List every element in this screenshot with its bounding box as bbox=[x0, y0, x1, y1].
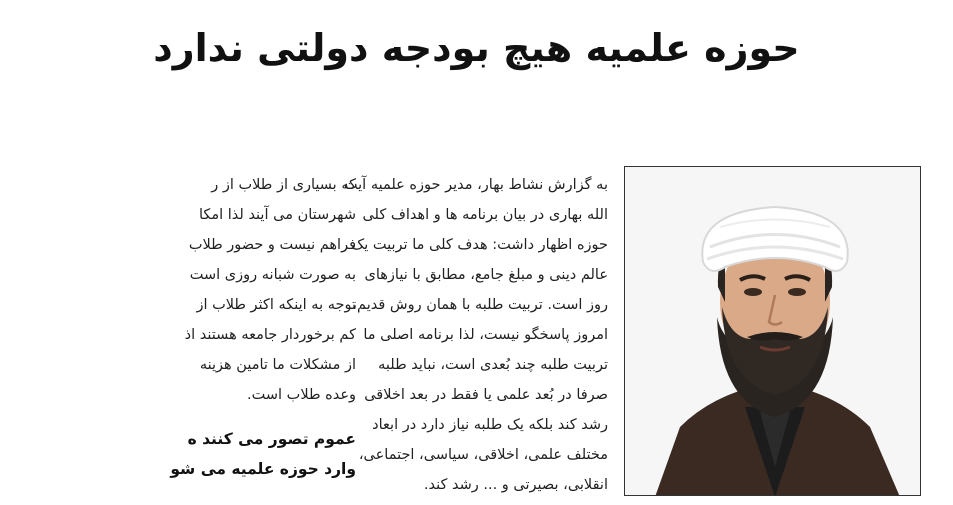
article-headline: حوزه علمیه هیچ بودجه دولتی ندارد bbox=[153, 26, 800, 70]
cleric-portrait-image bbox=[625, 167, 921, 496]
paragraph-line: تربیت طلبه چند بُعدی است، نباید طلبه bbox=[378, 357, 608, 373]
paragraph-line: الله بهاری در بیان برنامه ها و اهداف کلی bbox=[362, 207, 608, 223]
article-column-right bbox=[343, 170, 608, 500]
subheading-line: وارد حوزه علمیه می شو bbox=[170, 460, 356, 478]
paragraph-line: وعده طلاب است. bbox=[247, 387, 356, 403]
paragraph-line: امروز پاسخگو نیست، لذا برنامه اصلی ما bbox=[363, 327, 608, 343]
paragraph-line: روز است. تربیت طلبه با همان روش قدیم، bbox=[352, 297, 608, 313]
paragraph-line: صرفا در بُعد علمی یا فقط در بعد اخلاقی bbox=[364, 387, 608, 403]
paragraph-line: عالم دینی و مبلغ جامع، مطابق با نیازهای bbox=[364, 267, 608, 283]
paragraph-line: به گزارش نشاط بهار، مدیر حوزه علمیه آیت bbox=[343, 177, 608, 193]
article-column-left bbox=[0, 170, 356, 484]
paragraph-line: حوزه اظهار داشت: هدف کلی ما تربیت یک bbox=[351, 237, 608, 253]
paragraph-line: که بسیاری از طلاب از ر bbox=[211, 177, 356, 193]
paragraph-line: از مشکلات ما تامین هزینه bbox=[199, 357, 356, 373]
paragraph-line: توجه به اینکه اکثر طلاب از bbox=[196, 297, 356, 313]
subheading-line: عموم تصور می کنند ه bbox=[187, 430, 356, 448]
paragraph-line: کم برخوردار جامعه هستند اذ bbox=[184, 327, 356, 343]
paragraph-line: مختلف علمی، اخلاقی، سیاسی، اجتماعی، bbox=[358, 447, 608, 463]
paragraph-line: فراهم نیست و حضور طلاب bbox=[188, 237, 356, 253]
subheading bbox=[0, 424, 356, 484]
paragraph-line: شهرستان می آیند لذا امکا bbox=[198, 207, 356, 223]
paragraph-line: انقلابی، بصیرتی و ... رشد کند. bbox=[423, 477, 608, 493]
paragraph-line: رشد کند بلکه یک طلبه نیاز دارد در ابعاد bbox=[372, 417, 608, 433]
article-photo bbox=[624, 166, 921, 496]
paragraph-line: به صورت شبانه روزی است bbox=[189, 267, 356, 283]
